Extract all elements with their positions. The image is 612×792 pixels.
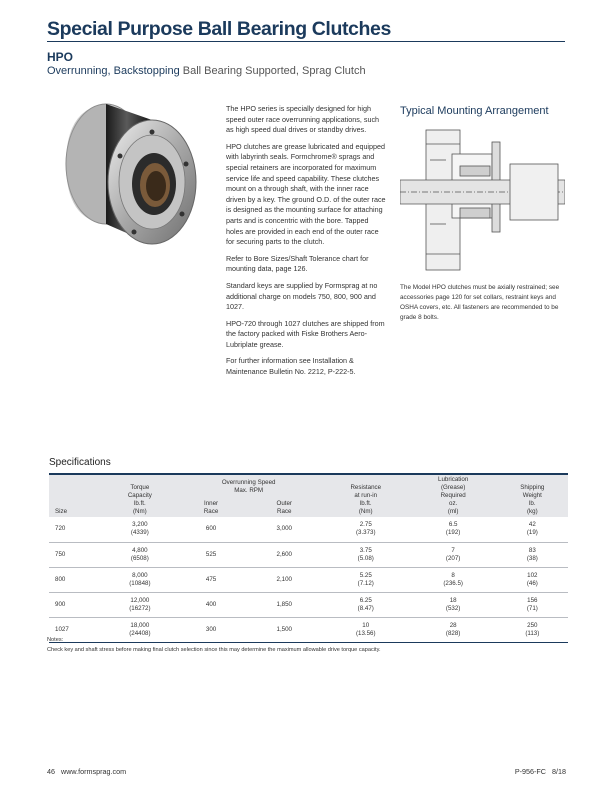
description-paragraph: For further information see Installation & Maintenance Bulletin No. 2212, P-222-5. [226, 356, 356, 377]
description-paragraph: Standard keys are supplied by Formsprag at no additional charge on models 750, 800, 900 and 1027. [226, 280, 378, 312]
header-torque: Torque Capacity lb.ft. (Nm) [104, 474, 175, 517]
specifications-title: Specifications [49, 457, 111, 468]
mounting-drawing [400, 124, 565, 279]
page-title: Special Purpose Ball Bearing Clutches [47, 18, 391, 40]
table-row: 800 8,000 (10848) 475 2,100 5.25 (7.12) 8 (236.5) 102 (46) [49, 567, 568, 592]
table-row: 1027 18,000 (24408) 300 1,500 10 (13.56) 28 (828) 250 (113) [49, 617, 568, 642]
notes-label: Notes: [47, 637, 64, 643]
mounting-note: The Model HPO clutches must be axially restrained; see accessories page 120 for set collars, restraint keys and OSHA covers, etc. All fasteners are recommended to be grade 8 bolts. [400, 284, 560, 321]
header-weight: Shipping Weight lb. (kg) [497, 474, 568, 517]
title-rule [47, 41, 565, 42]
description-paragraph: HPO-720 through 1027 clutches are shipped from the factory packed with Fiske Brothers Aero-Lubriplate grease. [226, 318, 385, 349]
table-row: 750 4,800 (6508) 525 2,600 3.75 (5.08) 7 (207) 83 (38) [49, 542, 568, 567]
header-speed: Overrunning Speed Max. RPM [175, 474, 321, 496]
page-number: 46 [47, 767, 55, 776]
notes-text: Check key and shaft stress before making final clutch selection since this may determine the maximum allowable drive torque capacity. [47, 647, 381, 653]
footer-left [47, 767, 126, 776]
clutch-photo [48, 92, 208, 270]
document-code: P-956-FC [514, 767, 546, 776]
footer-right [515, 767, 566, 776]
header-inner-race: Inner Race [175, 496, 246, 517]
header-size: Size [49, 474, 104, 517]
specifications-table [49, 473, 568, 643]
header-drag: Resistance at run-in lb.ft. (Nm) [322, 474, 410, 517]
header-outer-race: Outer Race [247, 496, 322, 517]
table-row: 900 12,000 (16272) 400 1,850 6.25 (8.47) 18 (532) 156 (71) [49, 592, 568, 617]
subtitle-rest: Ball Bearing Supported, Sprag Clutch [179, 65, 366, 77]
subtitle-accent: Overrunning, Backstopping [47, 65, 180, 77]
description-paragraph: The HPO series is specially designed for high speed outer race overrunning applications, such as high speed dual drives or standby drives. [226, 104, 380, 135]
table-notes [47, 635, 381, 655]
mounting-title: Typical Mounting Arrangement [400, 105, 549, 117]
description [226, 104, 386, 384]
footer-url[interactable]: www.formsprag.com [61, 767, 127, 776]
product-subtitle [47, 65, 366, 77]
description-paragraph: Refer to Bore Sizes/Shaft Tolerance chart for mounting data, page 126. [226, 253, 369, 274]
document-date: 8/18 [552, 767, 566, 776]
table-row: 720 3,200 (4339) 600 3,000 2.75 (3.373) 6.5 (192) 42 (19) [49, 517, 568, 542]
header-lubrication: Lubrication (Grease) Required oz. (ml) [410, 474, 497, 517]
description-paragraph: HPO clutches are grease lubricated and equipped with labyrinth seals. Formchrome® sprags and special retainers are incorporated for maximum service life and speed capability. These clutches mount on a through shaft, with the inner race driven by a key. The ground O.D. of the outer race is designed as the mounting surface for attaching parts and is concentric with the bore. Tapped holes are provided in each end of the outer race for securing parts to the clutch. [226, 141, 386, 247]
model-name: HPO [47, 50, 74, 64]
